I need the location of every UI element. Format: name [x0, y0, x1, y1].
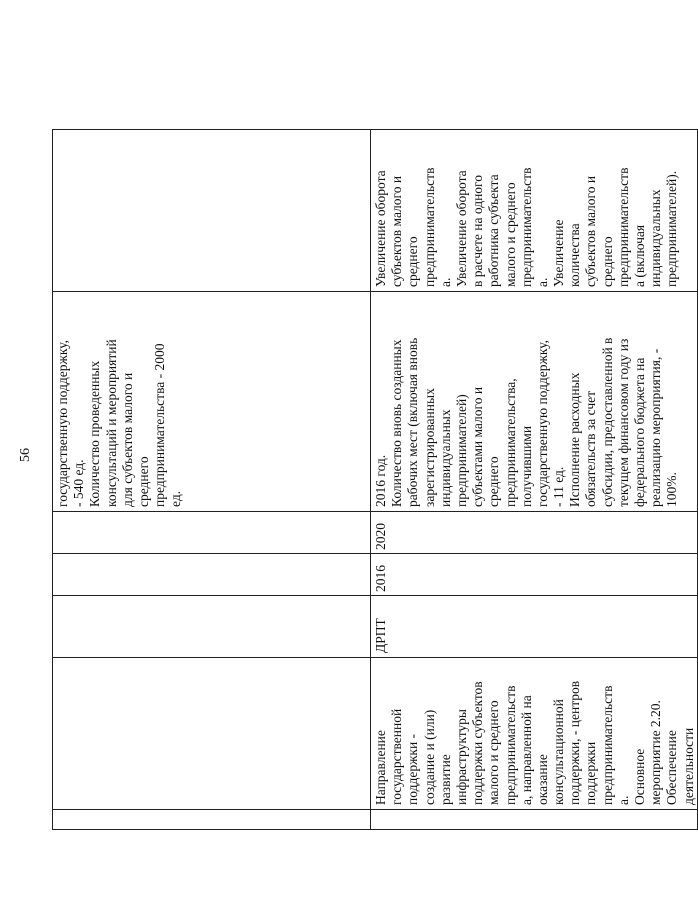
- table-cell-indicators: 2016 год. Количество вновь созданных рабочих мест (включая вновь зарегистрированных индивидуальных предпринимателей) субъектами малого и среднего предпринимательства, получившими государственную поддержку, - 11 ед. Исполнение расходных обязательств за счет субсидии, предоставленной в текущем финансовом году из федерального бюджета на реализацию мероприятия, - 100%.: [371, 292, 698, 512]
- table-row-continuation: [53, 130, 371, 830]
- table-cell-indicators: государственную поддержку, - 540 ед. Количество проведенных консультаций и мероприятий для субъектов малого и среднего предпринимательства - 2000 ед.: [53, 292, 371, 512]
- table-cell: [53, 810, 371, 830]
- table-cell-executor: ДРПТ: [371, 596, 698, 658]
- page-number: 56: [18, 448, 33, 462]
- table-cell-event-name: Направление государственной поддержки - создание и (или) развитие инфраструктуры поддержки субъектов малого и среднего предпринимательств а, направленной на оказание консультационной поддержки, - центров поддержки предпринимательств а. Основное мероприятие 2.20. Обеспечение деятельности: [371, 658, 698, 810]
- table-row-event: [371, 130, 698, 830]
- table-cell: [53, 596, 371, 658]
- table-cell-start-year: 2016: [371, 554, 698, 596]
- table-cell-outcomes: Увеличение оборота субъектов малого и среднего предпринимательств а. Увеличение оборота в расчете на одного работника субъекта малого и среднего предпринимательств а. Увеличение количества субъектов малого и среднего предпринимательств а (включая индивидуальных предпринимателей).: [371, 130, 698, 292]
- table-cell: [53, 554, 371, 596]
- table-cell: [53, 130, 371, 292]
- table-cell: [53, 658, 371, 810]
- table-cell-end-year: 2020: [371, 512, 698, 554]
- data-table: [52, 129, 698, 830]
- table-cell-number: [371, 810, 698, 830]
- table-cell: [53, 512, 371, 554]
